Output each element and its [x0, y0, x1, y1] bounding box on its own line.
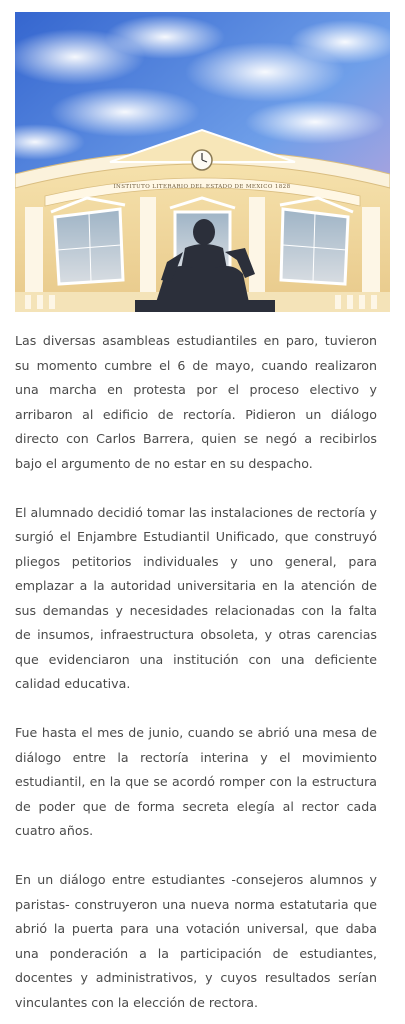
- article-paragraph-4: En un diálogo entre estudiantes -consejeros alumnos y paristas- construyeron una nueva norma estatutaria que abrió la puerta para una votación universal, que daba una ponderación a la participación de estudiantes, docentes y administrativos, y cuyos resultados serían vinculantes con la elección de rectora.: [15, 872, 377, 1010]
- article-paragraph-2: El alumnado decidió tomar las instalaciones de rectoría y surgió el Enjambre Estudiantil Unificado, que construyó pliegos petitorios individuales y uno general, para emplazar a la autoridad universitaria en la atención de sus demandas y necesidades relacionadas con la falta de insumos, infraestructura obsoleta, y otras carencias que evidenciaron una institución con una deficiente calidad educativa.: [15, 504, 377, 691]
- hero-photo: [15, 12, 390, 312]
- article-paragraph-3: Fue hasta el mes de junio, cuando se abrió una mesa de diálogo entre la rectoría interina y el movimiento estudiantil, en la que se acordó romper con la estructura de poder que de forma secreta elegía al rector cada cuatro años.: [15, 725, 377, 838]
- rectoria-building-photo: [15, 12, 390, 312]
- article-body: [15, 329, 377, 1015]
- building-inscription: INSTITUTO LITERARIO DEL ESTADO DE MEXICO 1828: [113, 184, 291, 190]
- article-paragraph-1: Las diversas asambleas estudiantiles en paro, tuvieron su momento cumbre el 6 de mayo, cuando realizaron una marcha en protesta por el proceso electivo y arribaron al edificio de rectoría. Pidieron un diálogo directo con Carlos Barrera, quien se negó a recibirlos bajo el argumento de no estar en su despacho.: [15, 333, 377, 471]
